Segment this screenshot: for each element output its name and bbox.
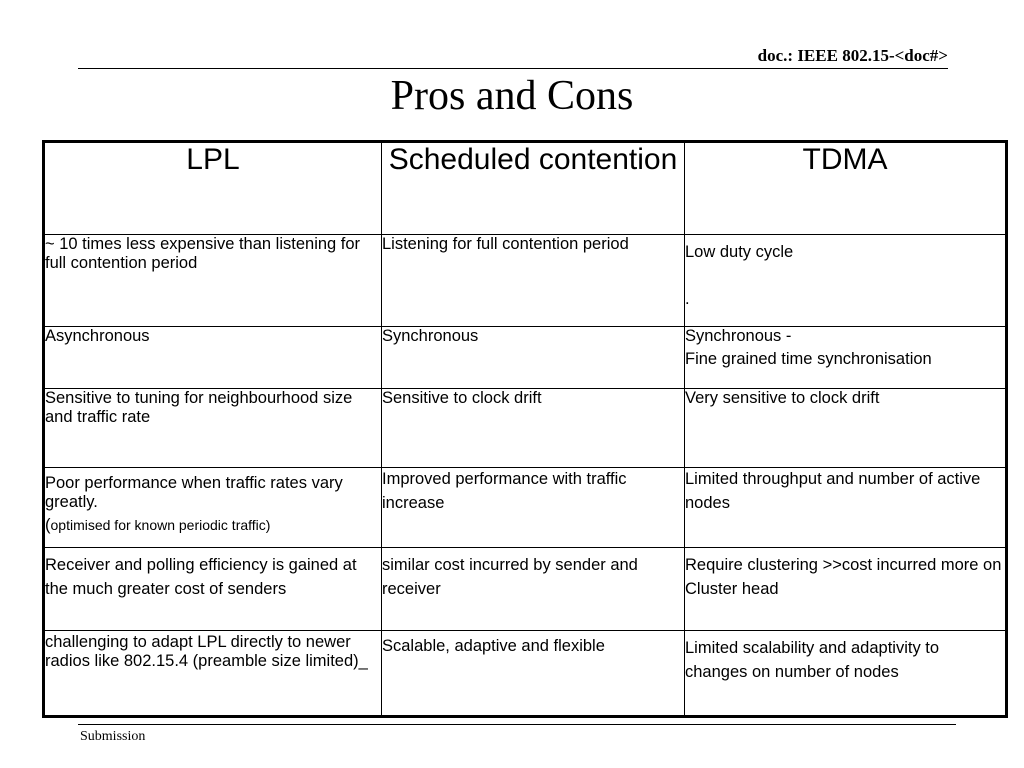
table-row <box>44 548 1007 631</box>
table-cell: challenging to adapt LPL directly to newer radios like 802.15.4 (preamble size limited)_ <box>44 631 382 717</box>
table-cell: Improved performance with traffic increase <box>382 468 685 548</box>
table-cell: Require clustering >>cost incurred more on Cluster head <box>685 548 1007 631</box>
table-cell: Receiver and polling efficiency is gained at the much greater cost of senders <box>44 548 382 631</box>
cell-line: Poor performance when traffic rates vary greatly. <box>45 474 343 511</box>
table-row <box>44 468 1007 548</box>
cell-line: Low duty cycle <box>685 243 794 261</box>
table-cell: Sensitive to tuning for neighbourhood size and traffic rate <box>44 389 382 468</box>
table-row <box>44 235 1007 327</box>
slide-title: Pros and Cons <box>390 73 634 119</box>
column-header-scheduled-contention: Scheduled contention <box>382 142 685 235</box>
table-cell: Limited throughput and number of active nodes <box>685 468 1007 548</box>
footer-divider <box>78 724 956 725</box>
table-cell: Limited scalability and adaptivity to changes on number of nodes <box>685 631 1007 717</box>
table-cell <box>685 327 1007 389</box>
table-cell: Asynchronous <box>44 327 382 389</box>
table-cell <box>685 235 1007 327</box>
footer-label: Submission <box>80 729 146 744</box>
table-cell: Scalable, adaptive and flexible <box>382 631 685 717</box>
table-row <box>44 327 1007 389</box>
table-row <box>44 389 1007 468</box>
cell-line: Synchronous - <box>685 327 792 345</box>
table-cell: similar cost incurred by sender and receiver <box>382 548 685 631</box>
column-header-tdma: TDMA <box>685 142 1007 235</box>
pros-cons-table <box>42 140 1008 718</box>
table-cell: Sensitive to clock drift <box>382 389 685 468</box>
table-cell: Very sensitive to clock drift <box>685 389 1007 468</box>
table-row <box>44 631 1007 717</box>
column-header-lpl: LPL <box>44 142 382 235</box>
table-cell: Synchronous <box>382 327 685 389</box>
table-cell: Listening for full contention period <box>382 235 685 327</box>
cell-line: Fine grained time synchronisation <box>685 349 932 368</box>
cell-note: optimised for known periodic traffic) <box>50 516 271 533</box>
header-divider <box>78 68 948 69</box>
table-cell <box>44 468 382 548</box>
table-cell: ~ 10 times less expensive than listening for full contention period <box>44 235 382 327</box>
document-id: doc.: IEEE 802.15-<doc#> <box>757 46 948 65</box>
cell-note-paren: ( <box>45 515 51 534</box>
table-header-row <box>44 142 1007 235</box>
cell-line: . <box>685 289 690 308</box>
